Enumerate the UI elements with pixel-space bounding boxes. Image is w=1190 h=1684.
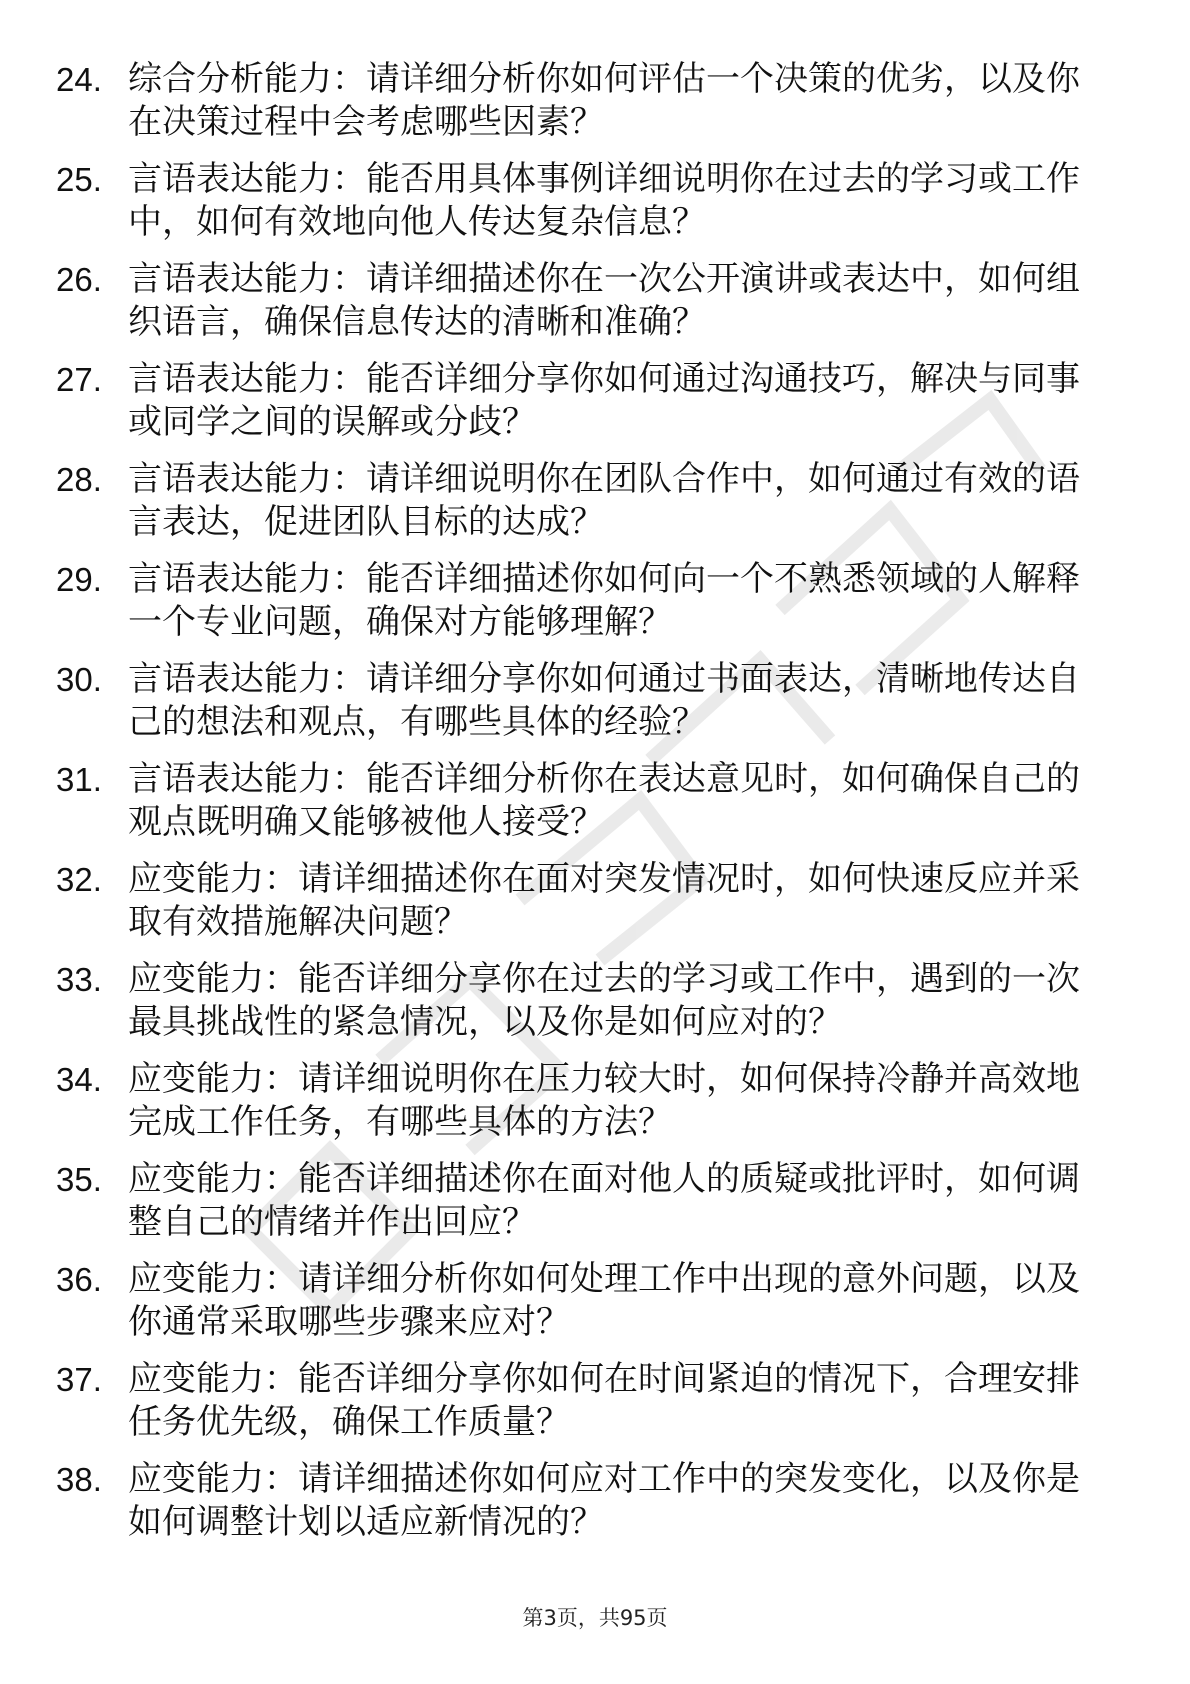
question-text: 应变能力：能否详细分享你如何在时间紧迫的情况下，合理安排任务优先级，确保工作质量？ [128, 1359, 1080, 1442]
question-list [56, 52, 1116, 1552]
question-number: 32. [56, 861, 102, 898]
question-text: 言语表达能力：能否详细描述你如何向一个不熟悉领域的人解释一个专业问题，确保对方能够理解？ [128, 559, 1080, 642]
question-number: 33. [56, 961, 102, 998]
list-item [56, 352, 1116, 452]
question-number: 28. [56, 461, 102, 498]
question-text: 应变能力：请详细描述你如何应对工作中的突发变化，以及你是如何调整计划以适应新情况的？ [128, 1459, 1080, 1542]
list-item [56, 552, 1116, 652]
question-number: 38. [56, 1461, 102, 1498]
list-item [56, 1052, 1116, 1152]
question-text: 应变能力：能否详细描述你在面对他人的质疑或批评时，如何调整自己的情绪并作出回应？ [128, 1159, 1080, 1242]
question-text: 言语表达能力：请详细分享你如何通过书面表达，清晰地传达自己的想法和观点，有哪些具体的经验？ [128, 659, 1080, 742]
list-item [56, 452, 1116, 552]
list-item [56, 852, 1116, 952]
question-text: 言语表达能力：能否详细分享你如何通过沟通技巧，解决与同事或同学之间的误解或分歧？ [128, 359, 1080, 442]
list-item [56, 652, 1116, 752]
question-text: 言语表达能力：请详细描述你在一次公开演讲或表达中，如何组织语言，确保信息传达的清晰和准确？ [128, 259, 1080, 342]
list-item [56, 752, 1116, 852]
question-number: 34. [56, 1061, 102, 1098]
question-number: 35. [56, 1161, 102, 1198]
question-number: 24. [56, 61, 102, 98]
question-number: 36. [56, 1261, 102, 1298]
list-item [56, 252, 1116, 352]
page-footer [0, 1602, 1190, 1632]
question-text: 应变能力：能否详细分享你在过去的学习或工作中，遇到的一次最具挑战性的紧急情况，以及你是如何应对的？ [128, 959, 1080, 1042]
page-number: 第3页，共95页 [522, 1606, 668, 1630]
question-text: 综合分析能力：请详细分析你如何评估一个决策的优劣，以及你在决策过程中会考虑哪些因素？ [128, 59, 1080, 142]
question-number: 25. [56, 161, 102, 198]
question-number: 27. [56, 361, 102, 398]
list-item [56, 952, 1116, 1052]
list-item [56, 1452, 1116, 1552]
question-number: 37. [56, 1361, 102, 1398]
question-number: 29. [56, 561, 102, 598]
question-text: 应变能力：请详细分析你如何处理工作中出现的意外问题，以及你通常采取哪些步骤来应对？ [128, 1259, 1080, 1342]
list-item [56, 1352, 1116, 1452]
question-number: 31. [56, 761, 102, 798]
list-item [56, 152, 1116, 252]
question-text: 言语表达能力：能否详细分析你在表达意见时，如何确保自己的观点既明确又能够被他人接受？ [128, 759, 1080, 842]
question-text: 应变能力：请详细说明你在压力较大时，如何保持冷静并高效地完成工作任务，有哪些具体的方法？ [128, 1059, 1080, 1142]
list-item [56, 1252, 1116, 1352]
list-item [56, 1152, 1116, 1252]
question-text: 应变能力：请详细描述你在面对突发情况时，如何快速反应并采取有效措施解决问题？ [128, 859, 1080, 942]
list-item [56, 52, 1116, 152]
question-number: 30. [56, 661, 102, 698]
question-number: 26. [56, 261, 102, 298]
question-text: 言语表达能力：能否用具体事例详细说明你在过去的学习或工作中，如何有效地向他人传达复杂信息？ [128, 159, 1080, 242]
question-text: 言语表达能力：请详细说明你在团队合作中，如何通过有效的语言表达，促进团队目标的达成？ [128, 459, 1080, 542]
